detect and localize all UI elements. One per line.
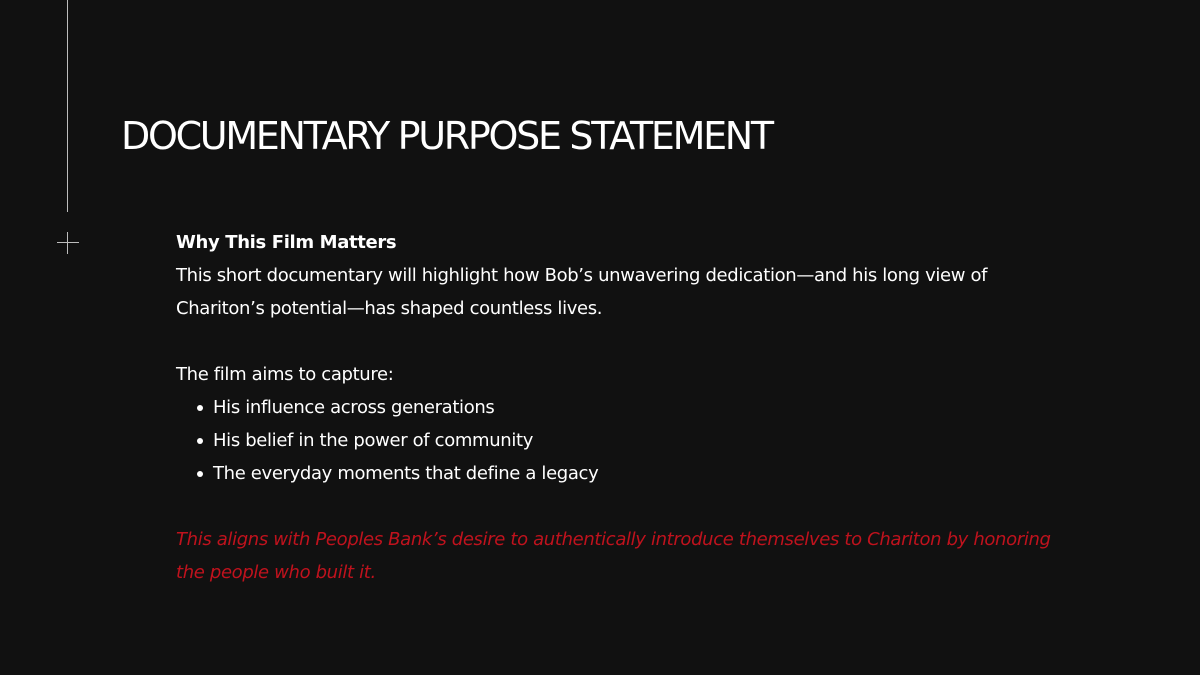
vertical-rule — [67, 0, 68, 212]
intro-paragraph: This short documentary will highlight how Bob’s unwavering dedication—and his long view of Chariton’s potential—has shaped countless lives. — [176, 265, 988, 319]
paragraph-spacer — [176, 490, 1076, 523]
plus-icon — [57, 232, 79, 254]
list-lead: The film aims to capture: — [176, 364, 394, 385]
section-subhead: Why This Film Matters — [176, 232, 397, 253]
paragraph-spacer — [176, 325, 1076, 358]
alignment-note: This aligns with Peoples Bank’s desire to authentically introduce themselves to Chariton by honoring the people who built it. — [176, 529, 1051, 583]
slide-body — [176, 226, 1076, 589]
list-item: His belief in the power of community — [213, 424, 1076, 457]
slide-title: DOCUMENTARY PURPOSE STATEMENT — [121, 114, 772, 158]
list-item: The everyday moments that define a legacy — [213, 457, 1076, 490]
list-item: His influence across generations — [213, 391, 1076, 424]
goals-list — [176, 391, 1076, 490]
